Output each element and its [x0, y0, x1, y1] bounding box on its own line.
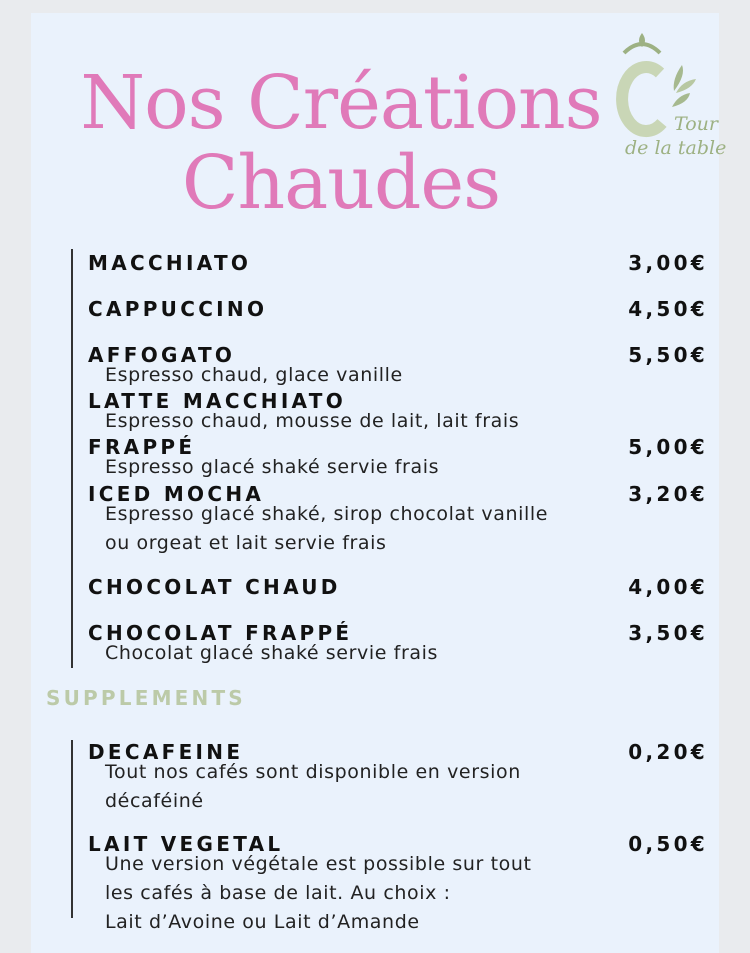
item-description: Chocolat glacé shaké servie frais [105, 642, 438, 664]
item-name: CHOCOLAT CHAUD [88, 575, 341, 599]
item-price: 5,50€ [628, 343, 708, 367]
title-line-2: Chaudes [181, 140, 501, 226]
logo [602, 31, 727, 163]
page-title [31, 60, 651, 226]
item-name: LATTE MACCHIATO [88, 389, 347, 413]
supplement-price: 0,50€ [628, 832, 708, 856]
supplement-name: DECAFEINE [88, 740, 244, 764]
supplement-name: LAIT VEGETAL [88, 832, 284, 856]
supplements-divider-line [71, 740, 73, 918]
item-description [105, 500, 548, 558]
supplement-description-line: Tout nos cafés sont disponible en version [105, 761, 521, 783]
supplement-description-line: Lait d’Avoine ou Lait d’Amande [105, 911, 420, 933]
item-description-line: Espresso glacé shaké, sirop chocolat vanille [105, 503, 549, 525]
title-line-1: Nos Créations [80, 60, 602, 146]
supplement-price: 0,20€ [628, 740, 708, 764]
item-description: Espresso chaud, glace vanille [105, 364, 403, 386]
item-name: CAPPUCCINO [88, 297, 268, 321]
item-name: CHOCOLAT FRAPPÉ [88, 621, 353, 645]
supplement-description-line: Une version végétale est possible sur tout [105, 853, 532, 875]
item-price: 4,50€ [628, 297, 708, 321]
supplement-description-line: décaféiné [105, 790, 204, 812]
supplement-description [105, 758, 521, 816]
item-price: 3,00€ [628, 251, 708, 275]
supplements-heading: SUPPLEMENTS [46, 686, 246, 710]
item-name: AFFOGATO [88, 343, 236, 367]
item-name: MACCHIATO [88, 251, 252, 275]
item-name: FRAPPÉ [88, 435, 196, 459]
logo-word-de-la-table: de la table [625, 137, 727, 159]
item-description: Espresso chaud, mousse de lait, lait frais [105, 410, 520, 432]
item-name: ICED MOCHA [88, 482, 265, 506]
logo-word-tour: Tour [674, 113, 718, 135]
item-price: 3,50€ [628, 621, 708, 645]
supplement-description [105, 850, 532, 937]
item-price: 5,00€ [628, 435, 708, 459]
item-price: 4,00€ [628, 575, 708, 599]
item-description-line: ou orgeat et lait servie frais [105, 532, 387, 554]
item-price: 3,20€ [628, 482, 708, 506]
supplement-description-line: les cafés à base de lait. Au choix : [105, 882, 451, 904]
menu-divider-line [71, 249, 73, 668]
item-description: Espresso glacé shaké servie frais [105, 456, 440, 478]
